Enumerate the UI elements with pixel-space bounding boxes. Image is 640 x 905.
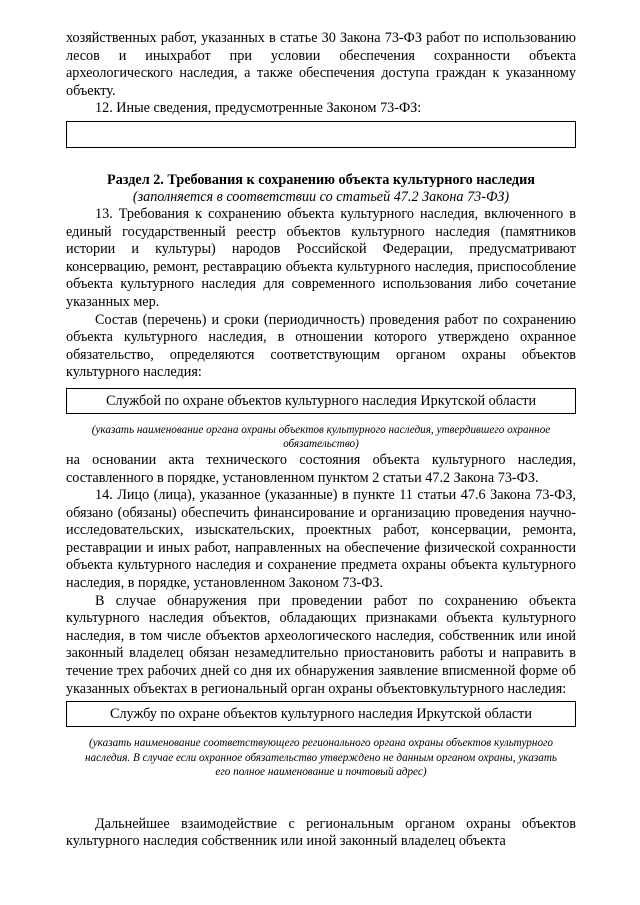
section-2-subtitle: (заполняется в соответствии со статьей 47.2 Закона 73-ФЗ) (132, 188, 510, 205)
intro-paragraph: хозяйственных работ, указанных в статье 30 Закона 73-ФЗ работ по использованию лесов и иныхработ при условии обеспечения сохранности объекта археологического наследия, а также обеспечения доступа граждан к указанному объекту. (66, 30, 576, 99)
item-13-paragraph: 13. Требования к сохранению объекта культурного наследия, включенного в единый государственный реестр объектов культурного наследия (памятников истории и культуры) народов Российской Федерации, предусматривают консервацию, ремонт, реставрацию объекта культурного наследия, приспособление объекта культурного наследия для современного использования либо сочетание указанных мер. (66, 205, 576, 310)
section-2-title: Раздел 2. Требования к сохранению объекта культурного наследия (107, 171, 535, 188)
basis-paragraph: на основании акта технического состояния объекта культурного наследия, составленного в порядке, установленном пунктом 2 статьи 47.2 Закона 73-ФЗ. (66, 451, 576, 486)
final-paragraph: Дальнейшее взаимодействие с региональным органом охраны объектов культурного наследия собственник или иной законный владелец объекта (66, 815, 576, 850)
composition-paragraph: Состав (перечень) и сроки (периодичность) проведения работ по сохранению объекта культурного наследия, в отношении которого утверждено охранное обязательство, определяются соответствующим органом охраны объектов культурного наследия: (66, 311, 576, 381)
regional-organ-field[interactable]: Службу по охране объектов культурного наследия Иркутской области (66, 701, 576, 727)
regional-organ-note: (указать наименование соответствующего регионального органа охраны объектов культурного наследия. В случае если охранное обязательство утверждено не данным органом охраны, указать его полное наименование и почтовый адрес) (84, 737, 557, 779)
discovery-paragraph: В случае обнаружения при проведении работ по сохранению объекта культурного наследия объектов, обладающих признаками объекта культурного наследия, в том числе объектов археологического наследия, собственник или иной законный владелец обязан незамедлительно приостановить работы и направить в течение трех рабочих дней со дня их обнаружения заявление вписменной форме об указанных объектах в региональный орган охраны объектовкультурного наследия: (66, 592, 576, 697)
item-12-label: 12. Иные сведения, предусмотренные Законом 73-ФЗ: (95, 100, 422, 117)
protection-organ-field[interactable]: Службой по охране объектов культурного наследия Иркутской области (66, 388, 576, 414)
item-14-paragraph: 14. Лицо (лица), указанное (указанные) в пункте 11 статьи 47.6 Закона 73-ФЗ, обязано (обязаны) обеспечить финансирование и организацию проведения научно-исследовательских, изыскательских, проектных работ, консервации, ремонта, реставрации и иных работ, направленных на обеспечение физической сохранности объекта культурного наследия и сохранение предмета охраны объекта культурного наследия, в порядке, установленном Законом 73-ФЗ. (66, 487, 576, 592)
item-12-field[interactable] (66, 121, 576, 148)
protection-organ-note: (указать наименование органа охраны объектов культурного наследия, утвердившего охранное обязательство) (91, 423, 551, 451)
